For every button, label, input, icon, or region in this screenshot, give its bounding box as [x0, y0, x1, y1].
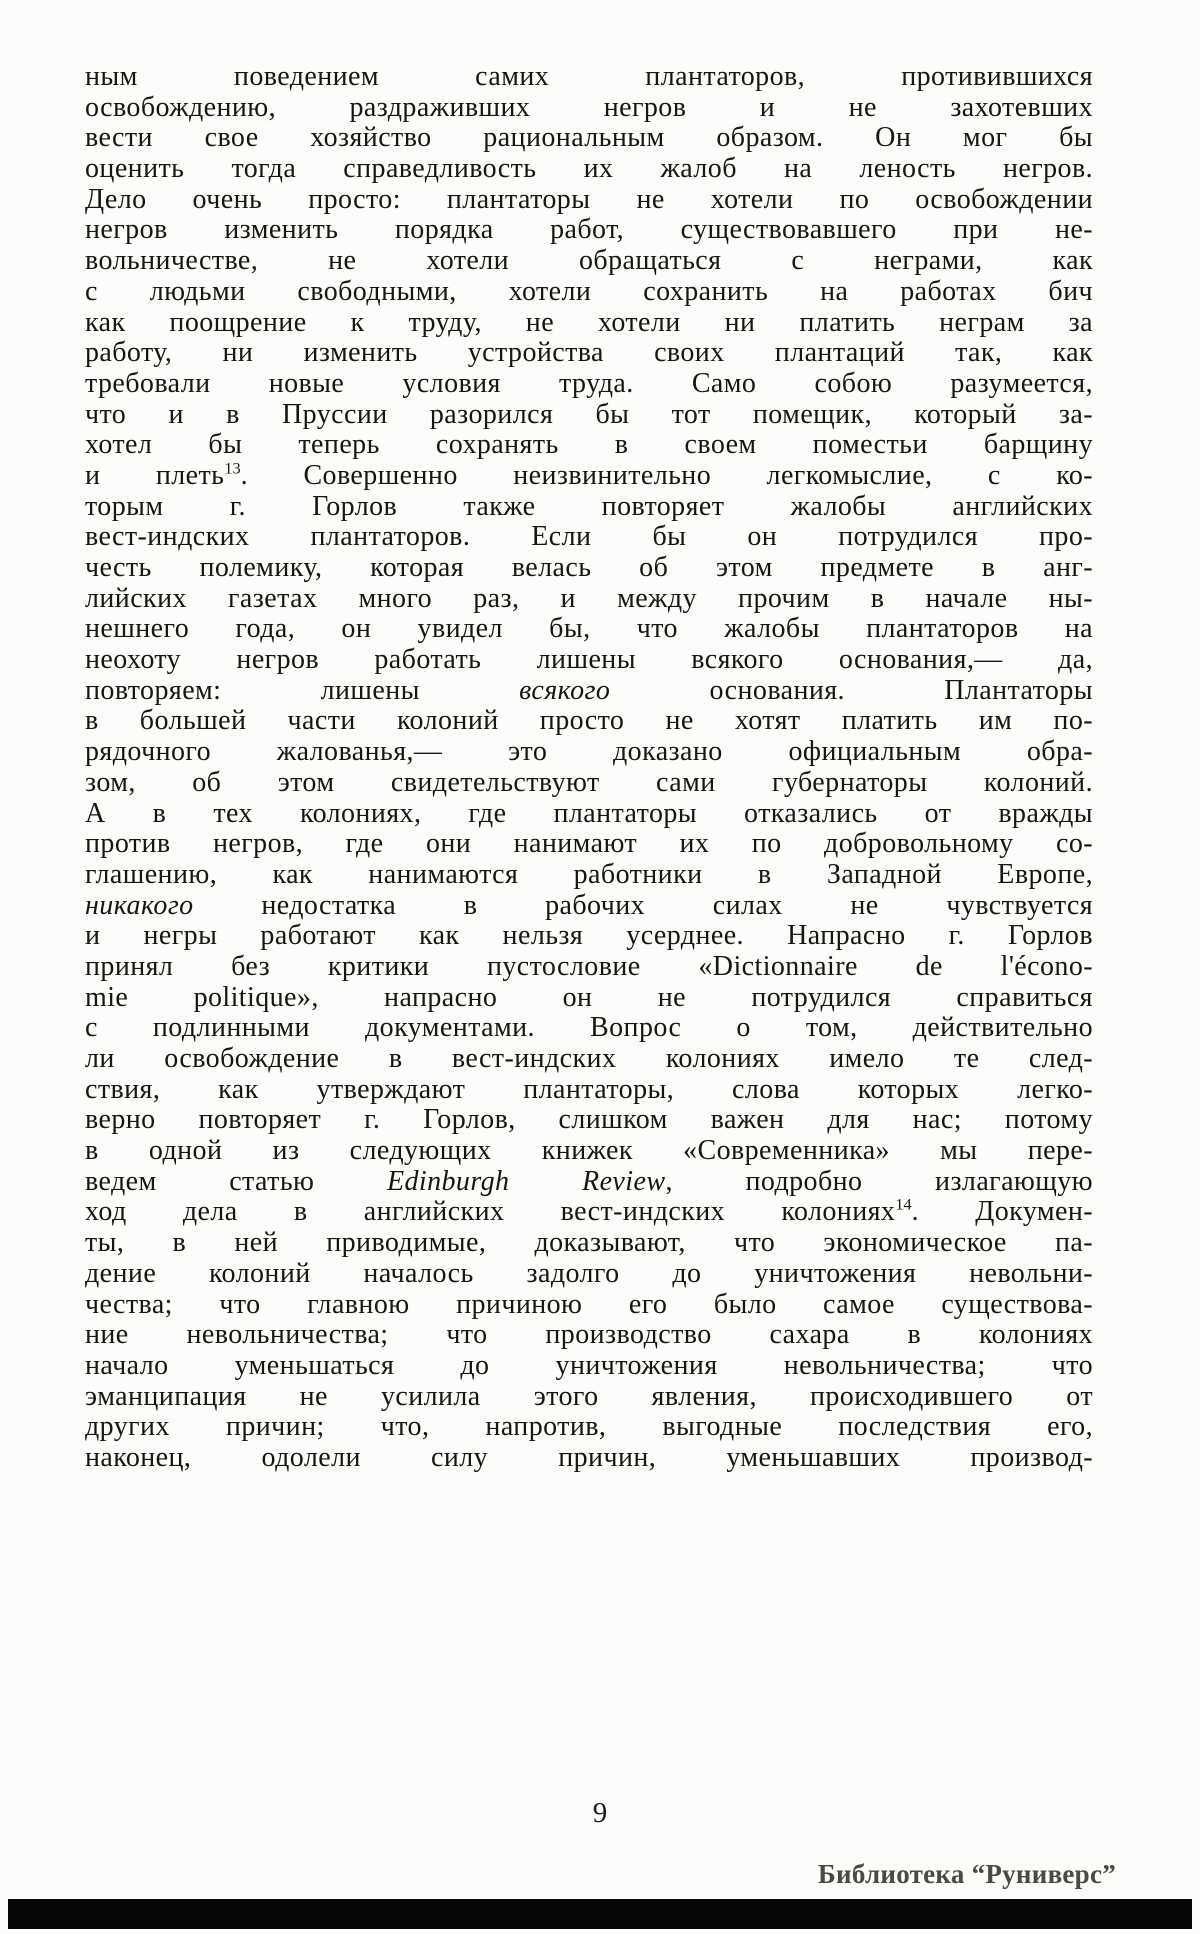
text-line: ние невольничества; что производство сахара в колониях	[85, 1319, 1093, 1351]
text-line: вольничестве, не хотели обращаться с неграми, как	[85, 245, 1093, 277]
text-line: наконец, одолели силу причин, уменьшавших производ-	[85, 1441, 1093, 1473]
text-line: в большей части колоний просто не хотят платить им по-	[85, 705, 1093, 737]
text-line: принял без критики пустословие «Dictionnaire de l'écono-	[85, 950, 1093, 982]
text-line: А в тех колониях, где плантаторы отказались от вражды	[85, 797, 1093, 829]
text-line: других причин; что, напротив, выгодные последствия его,	[85, 1411, 1093, 1443]
text-line: как поощрение к труду, не хотели ни платить неграм за	[85, 306, 1093, 338]
text-line: и негры работают как нельзя усерднее. Напрасно г. Горлов	[85, 920, 1093, 952]
scan-edge-bar	[8, 1899, 1192, 1929]
text-line: хотел бы теперь сохранять в своем поместьи барщину	[85, 429, 1093, 461]
text-line: ствия, как утверждают плантаторы, слова которых легко-	[85, 1073, 1093, 1105]
text-line: никакого недостатка в рабочих силах не чувствуется	[85, 889, 1093, 921]
text-line: требовали новые условия труда. Само собою разумеется,	[85, 367, 1093, 399]
text-line: зом, об этом свидетельствуют сами губернаторы колоний.	[85, 766, 1093, 798]
text-line: чества; что главною причиною его было самое существова-	[85, 1288, 1093, 1320]
text-line: и плеть$^{13}$. Совершенно неизвинительно легкомыслие, с ко-	[85, 459, 1093, 491]
text-line: нешнего года, он увидел бы, что жалобы плантаторов на	[85, 613, 1093, 645]
text-line: что и в Пруссии разорился бы тот помещик, который за-	[85, 398, 1093, 430]
library-watermark: Библиотека “Руниверс”	[817, 1859, 1116, 1889]
text-line: ты, в ней приводимые, доказывают, что экономическое па-	[85, 1227, 1093, 1259]
text-line: ным поведением самих плантаторов, противившихся	[85, 61, 1093, 92]
text-line: эманципация не усилила этого явления, происходившего от	[85, 1380, 1093, 1412]
text-line: лийских газетах много раз, и между прочим в начале ны-	[85, 582, 1093, 614]
text-line: освобождению, раздраживших негров и не захотевших	[85, 91, 1093, 123]
text-line: дение колоний началось задолго до уничтожения невольни-	[85, 1257, 1093, 1289]
text-line: рядочного жалованья,— это доказано официальным обра-	[85, 736, 1093, 768]
text-line: ведем статью Edinburgh Review, подробно излагающую	[85, 1165, 1094, 1197]
text-line: с подлинными документами. Вопрос о том, действительно	[85, 1012, 1093, 1044]
text-line: в одной из следующих книжек «Современника» мы пере-	[85, 1135, 1093, 1167]
text-line: Дело очень просто: плантаторы не хотели по освобождении	[85, 183, 1093, 215]
text-block	[85, 62, 1093, 1474]
text-line: негров изменить порядка работ, существовавшего при не-	[85, 214, 1093, 246]
text-line: неохоту негров работать лишены всякого основания,— да,	[85, 644, 1093, 676]
text-line: начало уменьшаться до уничтожения невольничества; что	[85, 1349, 1093, 1381]
text-line: оценить тогда справедливость их жалоб на леность негров.	[85, 153, 1093, 185]
text-line: работу, ни изменить устройства своих плантаций так, как	[85, 337, 1093, 369]
page-number: 9	[592, 1797, 608, 1829]
text-line: против негров, где они нанимают их по добровольному со-	[85, 828, 1093, 860]
text-line: глашению, как нанимаются работники в Западной Европе,	[85, 858, 1093, 890]
text-line: mie politique», напрасно он не потрудился справиться	[85, 981, 1093, 1013]
text-line: ли освобождение в вест-индских колониях имело те след-	[85, 1043, 1093, 1074]
text-line: с людьми свободными, хотели сохранить на работах бич	[85, 275, 1093, 307]
text-line: ход дела в английских вест-индских колониях$^{14}$. Докумен-	[85, 1196, 1093, 1228]
text-line: торым г. Горлов также повторяет жалобы английских	[85, 490, 1093, 522]
text-line: вест-индских плантаторов. Если бы он потрудился про-	[85, 521, 1093, 553]
text-line: повторяем: лишены всякого основания. Плантаторы	[85, 674, 1093, 706]
text-line: верно повторяет г. Горлов, слишком важен для нас; потому	[85, 1104, 1093, 1136]
text-line: честь полемику, которая велась об этом предмете в анг-	[85, 552, 1093, 583]
text-line: вести свое хозяйство рациональным образом. Он мог бы	[85, 122, 1093, 154]
